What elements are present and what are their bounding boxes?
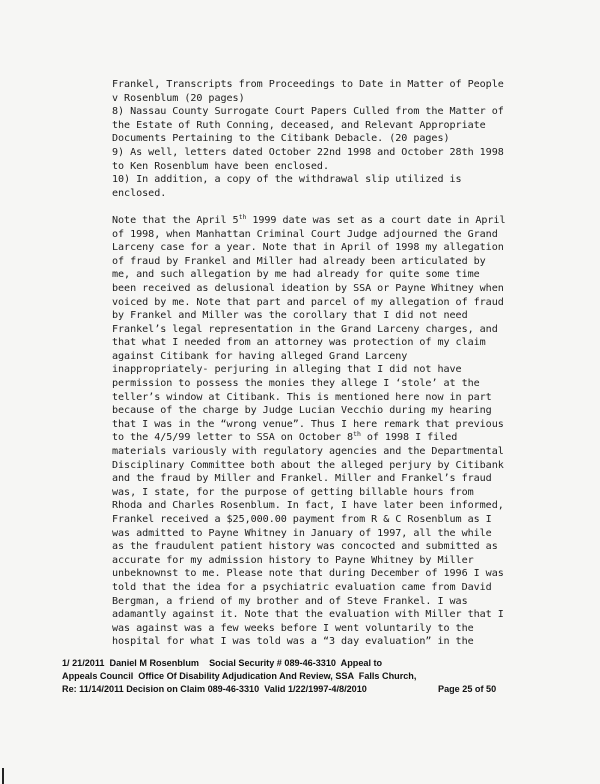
footer-line: 1/ 21/2011 Daniel M Rosenblum Social Security # 089-46-3310 Appeal to [62, 658, 383, 668]
text-line: was, I state, for the purpose of getting billable hours from [112, 486, 474, 498]
text-line: Frankel received a $25,000.00 payment from R & C Rosenblum as I [112, 514, 492, 525]
text-line: was admitted to Payne Whitney in January of 1997, all the while [112, 527, 492, 539]
page-number-current: 25 [462, 684, 473, 695]
text-segment: 1999 date was set as a court date in April [246, 214, 506, 226]
text-line: voiced by me. Note that part and parcel of my allegation of fraud [112, 296, 504, 308]
text-line: Frankel’s legal representation in the Grand Larceny charges, and [112, 323, 498, 335]
footer-line: Appeals Council Office Of Disability Adjudication And Review, SSA Falls Church, [62, 671, 417, 682]
text-line: Larceny case for a year. Note that in April of 1998 my allegation [112, 242, 504, 254]
text-line: of 1998, when Manhattan Criminal Court Judge adjourned the Grand [112, 228, 498, 240]
text-line: against Citibank for having alleged Grand Larceny [112, 350, 408, 362]
paragraph-gap [112, 200, 522, 214]
text-line: me, and such allegation by me had already for quite some time [112, 269, 480, 281]
text-line: unbeknownst to me. Please note that during December of 1996 I was [112, 568, 504, 580]
text-line: Frankel, Transcripts from Proceedings to Date in Matter of People [112, 79, 504, 90]
text-line: told that the idea for a psychiatric evaluation came from David [112, 581, 492, 593]
page-footer [62, 657, 502, 697]
text-line: been received as delusional ideation by SSA or Payne Whitney when [112, 282, 504, 294]
text-line: was against was a few weeks before I went voluntarily to the [112, 622, 474, 634]
text-line: adamantly against it. Note that the evaluation with Miller that I [112, 609, 504, 621]
text-line: Documents Pertaining to the Citibank Debacle. (20 pages) [112, 133, 450, 145]
text-segment: Note that the April 5 [112, 214, 239, 226]
text-line: Disciplinary Committee both about the alleged perjury by Citibank [112, 459, 504, 471]
text-line: 8) Nassau County Surrogate Court Papers Culled from the Matter of [112, 106, 504, 118]
text-line: Bergman, a friend of my brother and of Steve Frankel. I was [112, 595, 468, 607]
enclosure-list [112, 78, 522, 200]
footer-line [62, 683, 502, 696]
text-segment: of 1998 I filed [360, 432, 458, 444]
text-line: inappropriately- perjuring in alleging that I did not have [112, 364, 462, 376]
text-line: 9) As well, letters dated October 22nd 1998 and October 28th 1998 [112, 146, 504, 158]
footer-claim-text: Re: 11/14/2011 Decision on Claim 089-46-3310 Valid 1/22/1997-4/8/2010 [62, 684, 367, 695]
text-line: because of the charge by Judge Lucian Vecchio during my hearing [112, 405, 492, 417]
page-number [438, 683, 496, 696]
text-line: 10) In addition, a copy of the withdrawal slip utilized is [112, 174, 462, 186]
text-line: the Estate of Ruth Conning, deceased, and Relevant Appropriate [112, 119, 486, 131]
page-number-label: Page [438, 684, 463, 695]
text-line: to Ken Rosenblum have been enclosed. [112, 160, 329, 172]
text-line: materials variously with regulatory agencies and the Departmental [112, 446, 504, 458]
text-line: permission to possess the monies they allege I ‘stole’ at the [112, 378, 480, 390]
superscript: th [238, 212, 247, 221]
text-line: enclosed. [112, 187, 167, 199]
text-segment: to the 4/5/99 letter to SSA on October 8 [112, 432, 354, 444]
text-line: hospital for what I was told was a “3 day evaluation” in the [112, 636, 474, 648]
scan-margin-mark [2, 768, 4, 784]
text-line: and the fraud by Miller and Frankel. Miller and Frankel’s fraud [112, 473, 492, 485]
text-line: by Frankel and Miller was the corollary that I did not need [112, 310, 468, 322]
main-paragraph [112, 214, 522, 649]
text-line [112, 214, 522, 228]
text-line: Rhoda and Charles Rosenblum. In fact, I have later been informed, [112, 500, 504, 512]
letter-body [112, 78, 522, 649]
text-line: teller’s window at Citibank. This is mentioned here now in part [112, 391, 492, 403]
superscript: th [353, 430, 361, 439]
text-line [112, 431, 522, 445]
page-number-total: of 50 [472, 684, 497, 695]
text-line: v Rosenblum (20 pages) [112, 92, 245, 104]
text-line: as the fraudulent patient history was concocted and submitted as [112, 541, 498, 553]
text-line: of fraud by Frankel and Miller had already been articulated by [112, 255, 486, 267]
text-line: that what I needed from an attorney was protection of my claim [112, 337, 486, 349]
text-line: that I was in the “wrong venue”. Thus I here remark that previous [112, 418, 504, 430]
text-line: accurate for my admission history to Payne Whitney by Miller [112, 554, 474, 566]
